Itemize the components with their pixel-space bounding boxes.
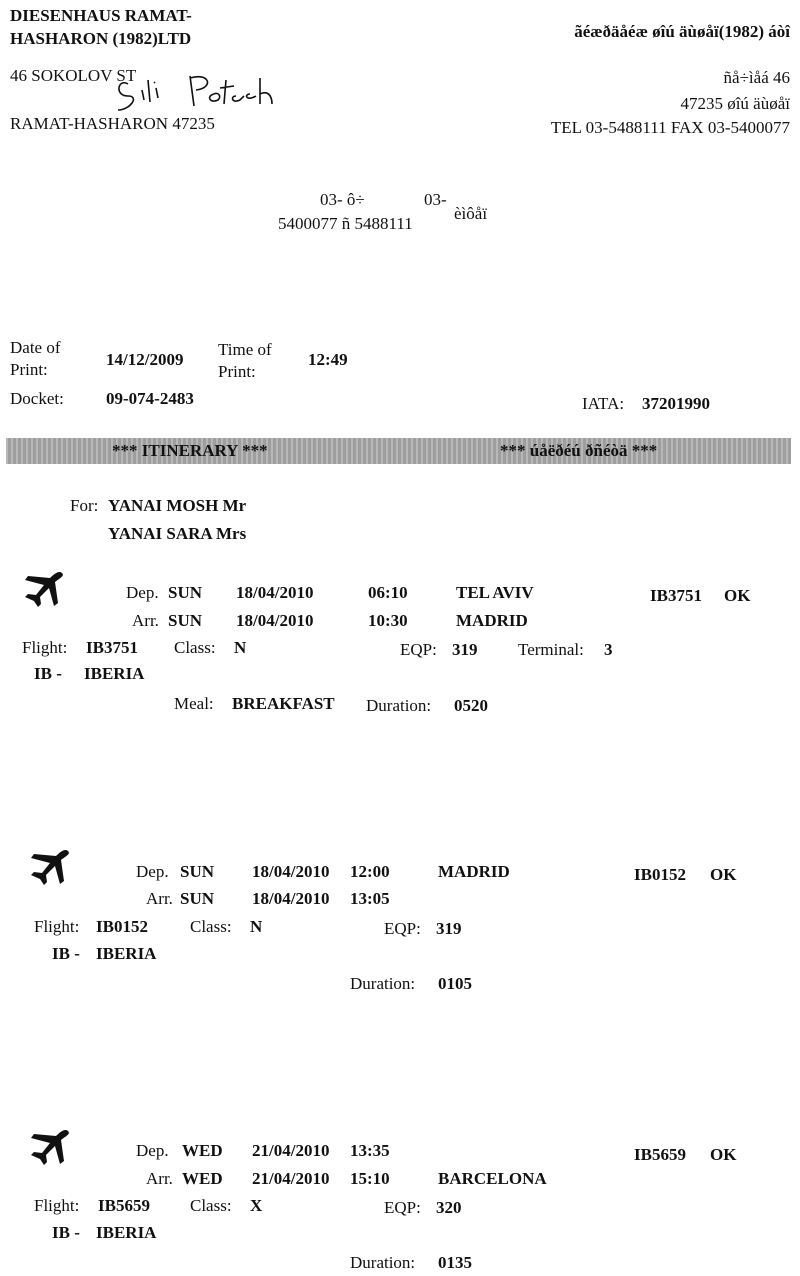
flight-number: IB5659 bbox=[634, 1145, 686, 1164]
flight-value: IB0152 bbox=[96, 917, 148, 936]
terminal-label: Terminal: bbox=[518, 640, 584, 659]
dep-city: TEL AVIV bbox=[456, 583, 534, 602]
arr-date: 18/04/2010 bbox=[236, 611, 314, 630]
dep-time: 13:35 bbox=[350, 1141, 390, 1160]
dep-label: Dep. bbox=[126, 583, 159, 602]
arr-date: 21/04/2010 bbox=[252, 1169, 330, 1188]
company-street: 46 SOKOLOV ST bbox=[10, 66, 137, 85]
flight-label: Flight: bbox=[34, 917, 80, 936]
center-line1a: 03- ô÷ bbox=[320, 190, 365, 209]
signature-image bbox=[110, 66, 280, 116]
company-name-line2: HASHARON (1982)LTD bbox=[10, 29, 192, 48]
date-value: 14/12/2009 bbox=[106, 350, 184, 369]
meal-label: Meal: bbox=[174, 694, 214, 713]
arr-city: MADRID bbox=[456, 611, 528, 630]
flight-value: IB5659 bbox=[98, 1196, 150, 1215]
arr-label: Arr. bbox=[132, 611, 159, 630]
docket-label: Docket: bbox=[10, 389, 64, 408]
flight-number: IB0152 bbox=[634, 865, 686, 884]
date-label-2: Print: bbox=[10, 360, 48, 379]
arr-time: 10:30 bbox=[368, 611, 408, 630]
airline-name: IBERIA bbox=[96, 1223, 157, 1242]
eqp-label: EQP: bbox=[400, 640, 437, 659]
airline-name: IBERIA bbox=[84, 664, 145, 683]
docket-value: 09-074-2483 bbox=[106, 389, 194, 408]
arr-day: SUN bbox=[168, 611, 203, 630]
eqp-value: 319 bbox=[452, 640, 478, 659]
company-city: RAMAT-HASHARON 47235 bbox=[10, 114, 215, 133]
flight-number: IB3751 bbox=[650, 586, 702, 605]
time-label-2: Print: bbox=[218, 362, 256, 381]
arr-day: SUN bbox=[180, 889, 215, 908]
city-hebrew: 47235 øîú äùøåï bbox=[680, 94, 790, 113]
iata-value: 37201990 bbox=[642, 394, 710, 413]
status-badge: OK bbox=[710, 865, 737, 884]
terminal-value: 3 bbox=[604, 640, 613, 659]
duration-value: 0135 bbox=[438, 1253, 472, 1272]
dep-label: Dep. bbox=[136, 862, 169, 881]
arr-time: 15:10 bbox=[350, 1169, 390, 1188]
company-name-hebrew: ãéæðäåéæ øîú äùøåï(1982) áòî bbox=[574, 22, 790, 41]
dep-date: 21/04/2010 bbox=[252, 1141, 330, 1160]
flight-label: Flight: bbox=[22, 638, 68, 657]
passenger-name: YANAI SARA Mrs bbox=[108, 524, 247, 543]
center-line2: 5400077 ñ 5488111 bbox=[278, 214, 413, 233]
flight-value: IB3751 bbox=[86, 638, 138, 657]
duration-label: Duration: bbox=[350, 974, 416, 993]
passenger-name: YANAI MOSH Mr bbox=[108, 496, 247, 515]
dep-day: SUN bbox=[180, 862, 215, 881]
flight-label: Flight: bbox=[34, 1196, 80, 1215]
duration-value: 0520 bbox=[454, 696, 488, 715]
eqp-value: 319 bbox=[436, 919, 462, 938]
dep-day: SUN bbox=[168, 583, 203, 602]
time-value: 12:49 bbox=[308, 350, 348, 369]
class-value: X bbox=[250, 1196, 263, 1215]
dep-day: WED bbox=[182, 1141, 223, 1160]
arr-city: BARCELONA bbox=[438, 1169, 547, 1188]
class-value: N bbox=[250, 917, 263, 936]
airplane-icon bbox=[28, 846, 72, 886]
time-label-1: Time of bbox=[218, 340, 272, 359]
airplane-icon bbox=[22, 568, 66, 608]
dep-city: MADRID bbox=[438, 862, 510, 881]
arr-label: Arr. bbox=[146, 1169, 173, 1188]
for-label: For: bbox=[70, 496, 99, 515]
eqp-label: EQP: bbox=[384, 1198, 421, 1217]
duration-value: 0105 bbox=[438, 974, 472, 993]
meal-value: BREAKFAST bbox=[232, 694, 335, 713]
dep-date: 18/04/2010 bbox=[252, 862, 330, 881]
dep-label: Dep. bbox=[136, 1141, 169, 1160]
arr-time: 13:05 bbox=[350, 889, 390, 908]
arr-label: Arr. bbox=[146, 889, 173, 908]
eqp-label: EQP: bbox=[384, 919, 421, 938]
class-label: Class: bbox=[174, 638, 216, 657]
company-name-line1: DIESENHAUS RAMAT- bbox=[10, 6, 192, 25]
itinerary-title: *** ITINERARY *** bbox=[112, 441, 268, 460]
duration-label: Duration: bbox=[366, 696, 432, 715]
center-line1b: 03- bbox=[424, 190, 447, 209]
class-label: Class: bbox=[190, 917, 232, 936]
tel-fax: TEL 03-5488111 FAX 03-5400077 bbox=[550, 118, 790, 137]
center-side: èìôåï bbox=[454, 204, 488, 223]
duration-label: Duration: bbox=[350, 1253, 416, 1272]
dep-time: 06:10 bbox=[368, 583, 408, 602]
date-label-1: Date of bbox=[10, 338, 61, 357]
eqp-value: 320 bbox=[436, 1198, 462, 1217]
arr-day: WED bbox=[182, 1169, 223, 1188]
dep-time: 12:00 bbox=[350, 862, 390, 881]
status-badge: OK bbox=[724, 586, 751, 605]
class-label: Class: bbox=[190, 1196, 232, 1215]
airline-code: IB - bbox=[52, 1223, 80, 1242]
airline-name: IBERIA bbox=[96, 944, 157, 963]
class-value: N bbox=[234, 638, 247, 657]
status-badge: OK bbox=[710, 1145, 737, 1164]
airline-code: IB - bbox=[34, 664, 62, 683]
airline-code: IB - bbox=[52, 944, 80, 963]
airplane-icon bbox=[28, 1126, 72, 1166]
arr-date: 18/04/2010 bbox=[252, 889, 330, 908]
dep-date: 18/04/2010 bbox=[236, 583, 314, 602]
itinerary-title-hebrew: *** úåëðéú ðñéòä *** bbox=[500, 441, 658, 460]
street-hebrew: ñå÷ìåá 46 bbox=[723, 68, 790, 87]
iata-label: IATA: bbox=[582, 394, 625, 413]
